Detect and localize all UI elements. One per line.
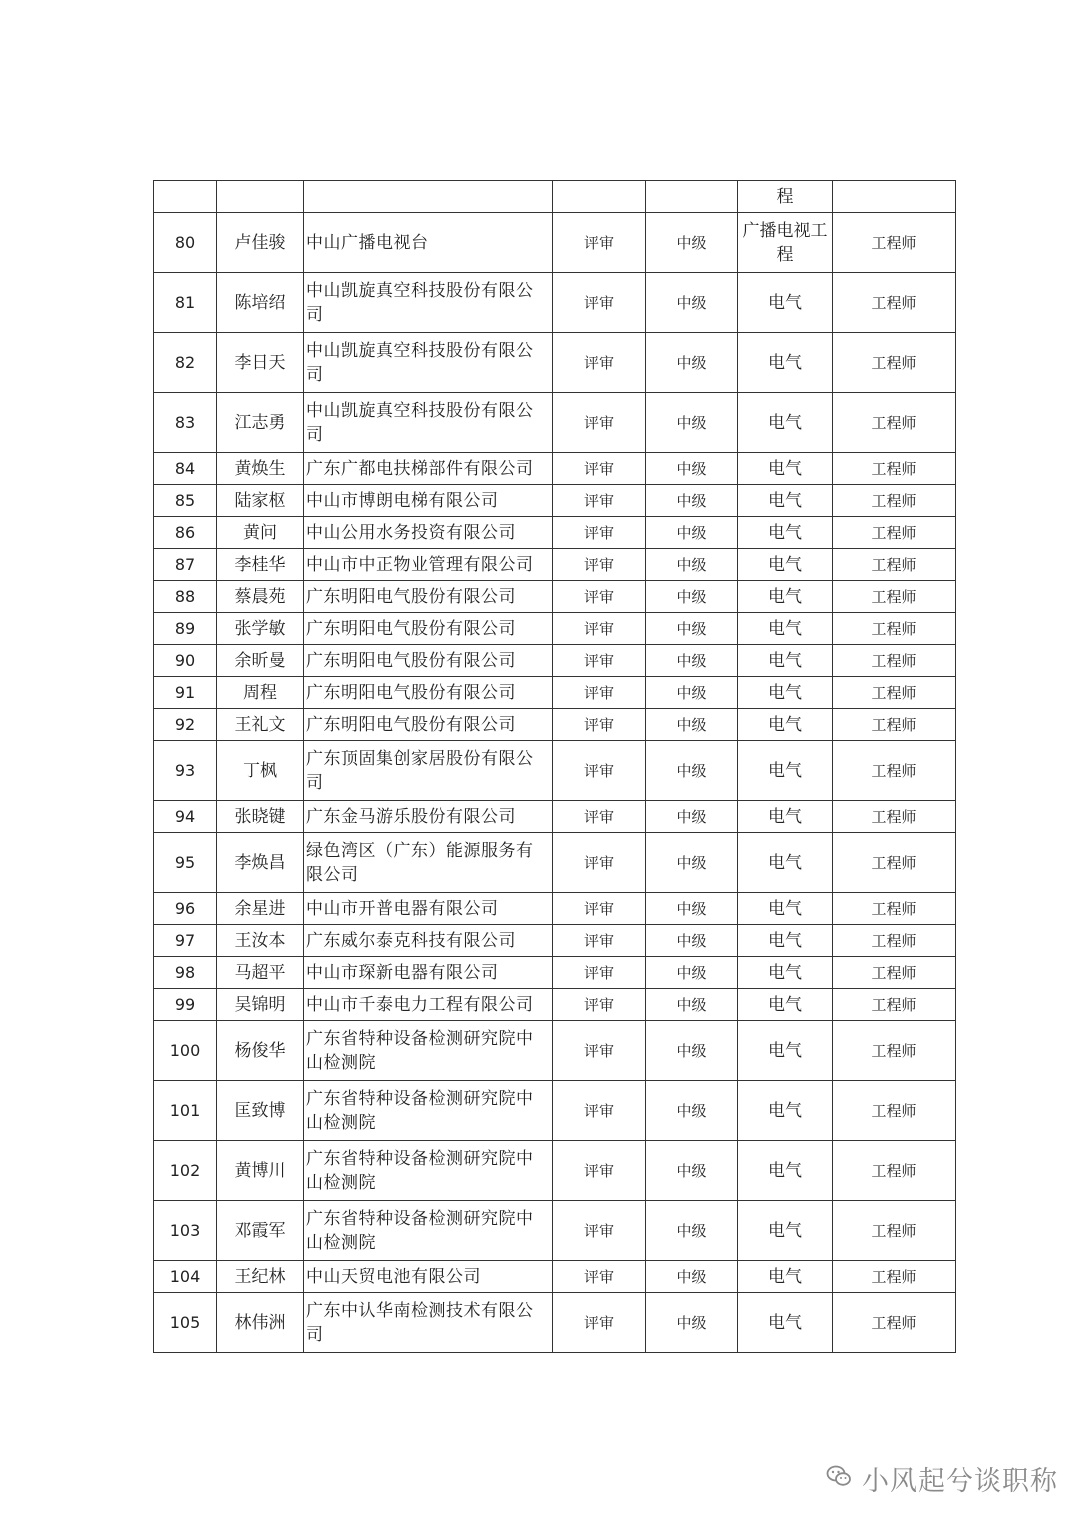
cell-method: 评审: [553, 549, 646, 581]
cell-no: 85: [154, 485, 217, 517]
cell-method: 评审: [553, 677, 646, 709]
cell-major: 电气: [738, 741, 833, 801]
table-row: [154, 801, 956, 833]
cell-no: 84: [154, 453, 217, 485]
cell-major: 电气: [738, 893, 833, 925]
cell-level: 中级: [646, 1021, 738, 1081]
cell-org: 广东中认华南检测技术有限公司: [304, 1293, 553, 1353]
cell-org: 广东省特种设备检测研究院中山检测院: [304, 1021, 553, 1081]
cell-title: 工程师: [833, 677, 956, 709]
cell-title: 工程师: [833, 741, 956, 801]
cell-title: 工程师: [833, 801, 956, 833]
table-row: [154, 581, 956, 613]
cell-level: 中级: [646, 333, 738, 393]
cell-method: 评审: [553, 1021, 646, 1081]
cell-name: 李焕昌: [217, 833, 304, 893]
cell-major: 广播电视工程: [738, 213, 833, 273]
cell-major: 电气: [738, 273, 833, 333]
cell-major: 电气: [738, 1081, 833, 1141]
cell-no: 97: [154, 925, 217, 957]
cell-no: 104: [154, 1261, 217, 1293]
cell-method: 评审: [553, 709, 646, 741]
cell-name: 林伟洲: [217, 1293, 304, 1353]
cell-no: 100: [154, 1021, 217, 1081]
cell-major: 电气: [738, 1021, 833, 1081]
table-row: [154, 709, 956, 741]
cell-major: 电气: [738, 677, 833, 709]
cell-method: 评审: [553, 1081, 646, 1141]
table-row: [154, 453, 956, 485]
cell-level: 中级: [646, 677, 738, 709]
cell-method: 评审: [553, 645, 646, 677]
cell-org: 广东广都电扶梯部件有限公司: [304, 453, 553, 485]
cell-title: 工程师: [833, 1081, 956, 1141]
cell-name: 余昕曼: [217, 645, 304, 677]
cell-major: 程: [738, 181, 833, 213]
cell-name: 丁枫: [217, 741, 304, 801]
cell-name: 李日天: [217, 333, 304, 393]
cell-method: 评审: [553, 1201, 646, 1261]
cell-level: 中级: [646, 1261, 738, 1293]
cell-level: 中级: [646, 989, 738, 1021]
cell-method: 评审: [553, 213, 646, 273]
cell-method: 评审: [553, 741, 646, 801]
cell-method: 评审: [553, 925, 646, 957]
cell-level: 中级: [646, 453, 738, 485]
cell-major: 电气: [738, 1293, 833, 1353]
cell-major: 电气: [738, 485, 833, 517]
cell-method: 评审: [553, 1293, 646, 1353]
cell-method: 评审: [553, 1141, 646, 1201]
watermark-text: 小风起兮谈职称: [862, 1465, 1058, 1497]
cell-name: 李桂华: [217, 549, 304, 581]
cell-org: 广东顶固集创家居股份有限公司: [304, 741, 553, 801]
cell-no: 98: [154, 957, 217, 989]
cell-major: 电气: [738, 957, 833, 989]
cell-level: 中级: [646, 801, 738, 833]
cell-title: 工程师: [833, 1021, 956, 1081]
cell-no: 105: [154, 1293, 217, 1353]
cell-name: 周程: [217, 677, 304, 709]
cell-major: 电气: [738, 581, 833, 613]
cell-level: 中级: [646, 273, 738, 333]
table-row: [154, 273, 956, 333]
cell-method: 评审: [553, 989, 646, 1021]
cell-level: 中级: [646, 213, 738, 273]
table-row: [154, 645, 956, 677]
cell-title: 工程师: [833, 485, 956, 517]
cell-major: 电气: [738, 1141, 833, 1201]
continuation-row: [154, 181, 956, 213]
cell-major: 电气: [738, 925, 833, 957]
cell-title: 工程师: [833, 549, 956, 581]
cell-name: 余星进: [217, 893, 304, 925]
cell-no: 96: [154, 893, 217, 925]
cell-no: 82: [154, 333, 217, 393]
cell-org: 中山市千泰电力工程有限公司: [304, 989, 553, 1021]
cell-name: [217, 181, 304, 213]
table-row: [154, 1261, 956, 1293]
cell-title: 工程师: [833, 925, 956, 957]
cell-method: 评审: [553, 273, 646, 333]
table-row: [154, 1293, 956, 1353]
cell-no: 86: [154, 517, 217, 549]
cell-name: 蔡晨苑: [217, 581, 304, 613]
cell-major: 电气: [738, 1201, 833, 1261]
cell-org: 广东明阳电气股份有限公司: [304, 613, 553, 645]
cell-no: 80: [154, 213, 217, 273]
cell-title: 工程师: [833, 581, 956, 613]
cell-major: 电气: [738, 1261, 833, 1293]
cell-method: 评审: [553, 453, 646, 485]
cell-name: 邓霞军: [217, 1201, 304, 1261]
cell-method: 评审: [553, 581, 646, 613]
cell-org: 中山公用水务投资有限公司: [304, 517, 553, 549]
cell-no: 92: [154, 709, 217, 741]
cell-no: 81: [154, 273, 217, 333]
cell-no: 89: [154, 613, 217, 645]
cell-org: 中山市中正物业管理有限公司: [304, 549, 553, 581]
cell-no: [154, 181, 217, 213]
table-body: [154, 181, 956, 1353]
cell-no: 87: [154, 549, 217, 581]
cell-level: 中级: [646, 613, 738, 645]
cell-name: 陆家枢: [217, 485, 304, 517]
cell-name: 杨俊华: [217, 1021, 304, 1081]
cell-title: 工程师: [833, 1293, 956, 1353]
cell-no: 90: [154, 645, 217, 677]
cell-level: 中级: [646, 1293, 738, 1353]
cell-level: 中级: [646, 1201, 738, 1261]
cell-org: 广东省特种设备检测研究院中山检测院: [304, 1141, 553, 1201]
table-row: [154, 213, 956, 273]
cell-major: 电气: [738, 517, 833, 549]
cell-no: 101: [154, 1081, 217, 1141]
cell-level: 中级: [646, 1081, 738, 1141]
cell-org: 广东威尔泰克科技有限公司: [304, 925, 553, 957]
personnel-table: [153, 180, 956, 1353]
table-row: [154, 549, 956, 581]
table-row: [154, 989, 956, 1021]
cell-method: 评审: [553, 333, 646, 393]
cell-org: 广东省特种设备检测研究院中山检测院: [304, 1201, 553, 1261]
cell-method: 评审: [553, 393, 646, 453]
cell-org: 中山市琛新电器有限公司: [304, 957, 553, 989]
cell-title: 工程师: [833, 517, 956, 549]
cell-org: 广东金马游乐股份有限公司: [304, 801, 553, 833]
cell-title: 工程师: [833, 213, 956, 273]
cell-no: 99: [154, 989, 217, 1021]
cell-name: 马超平: [217, 957, 304, 989]
cell-title: 工程师: [833, 645, 956, 677]
cell-no: 91: [154, 677, 217, 709]
cell-org: [304, 181, 553, 213]
cell-org: 中山广播电视台: [304, 213, 553, 273]
cell-method: 评审: [553, 1261, 646, 1293]
cell-name: 张晓键: [217, 801, 304, 833]
cell-title: 工程师: [833, 453, 956, 485]
cell-name: 卢佳骏: [217, 213, 304, 273]
table-row: [154, 741, 956, 801]
table-row: [154, 1021, 956, 1081]
cell-org: 广东明阳电气股份有限公司: [304, 709, 553, 741]
cell-title: 工程师: [833, 393, 956, 453]
table-row: [154, 613, 956, 645]
cell-method: 评审: [553, 893, 646, 925]
cell-name: 黄问: [217, 517, 304, 549]
table-row: [154, 833, 956, 893]
cell-name: 王汝本: [217, 925, 304, 957]
cell-org: 中山市开普电器有限公司: [304, 893, 553, 925]
table-row: [154, 957, 956, 989]
cell-org: 广东省特种设备检测研究院中山检测院: [304, 1081, 553, 1141]
table-row: [154, 1141, 956, 1201]
cell-level: [646, 181, 738, 213]
cell-no: 103: [154, 1201, 217, 1261]
cell-org: 广东明阳电气股份有限公司: [304, 645, 553, 677]
cell-name: 黄博川: [217, 1141, 304, 1201]
table-row: [154, 485, 956, 517]
table-row: [154, 677, 956, 709]
cell-org: 中山凯旋真空科技股份有限公司: [304, 393, 553, 453]
cell-level: 中级: [646, 549, 738, 581]
cell-method: 评审: [553, 833, 646, 893]
cell-name: 匡致博: [217, 1081, 304, 1141]
cell-major: 电气: [738, 333, 833, 393]
watermark: [826, 1458, 1058, 1498]
cell-major: 电气: [738, 989, 833, 1021]
cell-name: 王纪林: [217, 1261, 304, 1293]
cell-no: 95: [154, 833, 217, 893]
cell-level: 中级: [646, 957, 738, 989]
cell-major: 电气: [738, 393, 833, 453]
cell-title: [833, 181, 956, 213]
cell-name: 江志勇: [217, 393, 304, 453]
cell-method: 评审: [553, 485, 646, 517]
cell-level: 中级: [646, 1141, 738, 1201]
cell-major: 电气: [738, 645, 833, 677]
wechat-icon: [826, 1464, 852, 1492]
cell-level: 中级: [646, 893, 738, 925]
cell-no: 83: [154, 393, 217, 453]
table-row: [154, 893, 956, 925]
cell-no: 88: [154, 581, 217, 613]
cell-method: 评审: [553, 957, 646, 989]
cell-org: 中山凯旋真空科技股份有限公司: [304, 333, 553, 393]
cell-level: 中级: [646, 485, 738, 517]
table-row: [154, 1201, 956, 1261]
cell-major: 电气: [738, 453, 833, 485]
cell-method: [553, 181, 646, 213]
cell-level: 中级: [646, 393, 738, 453]
cell-org: 中山市博朗电梯有限公司: [304, 485, 553, 517]
cell-level: 中级: [646, 517, 738, 549]
cell-title: 工程师: [833, 613, 956, 645]
cell-title: 工程师: [833, 273, 956, 333]
cell-method: 评审: [553, 517, 646, 549]
table-row: [154, 333, 956, 393]
cell-no: 94: [154, 801, 217, 833]
cell-title: 工程师: [833, 333, 956, 393]
cell-title: 工程师: [833, 893, 956, 925]
cell-org: 绿色湾区（广东）能源服务有限公司: [304, 833, 553, 893]
cell-major: 电气: [738, 833, 833, 893]
cell-org: 中山天贸电池有限公司: [304, 1261, 553, 1293]
cell-org: 中山凯旋真空科技股份有限公司: [304, 273, 553, 333]
cell-level: 中级: [646, 833, 738, 893]
cell-no: 102: [154, 1141, 217, 1201]
cell-title: 工程师: [833, 957, 956, 989]
cell-level: 中级: [646, 645, 738, 677]
cell-major: 电气: [738, 549, 833, 581]
cell-level: 中级: [646, 925, 738, 957]
cell-level: 中级: [646, 741, 738, 801]
table-row: [154, 517, 956, 549]
cell-title: 工程师: [833, 989, 956, 1021]
cell-method: 评审: [553, 801, 646, 833]
cell-name: 张学敏: [217, 613, 304, 645]
cell-title: 工程师: [833, 709, 956, 741]
cell-name: 黄焕生: [217, 453, 304, 485]
cell-major: 电气: [738, 709, 833, 741]
cell-org: 广东明阳电气股份有限公司: [304, 677, 553, 709]
cell-title: 工程师: [833, 1261, 956, 1293]
cell-method: 评审: [553, 613, 646, 645]
cell-name: 王礼文: [217, 709, 304, 741]
cell-major: 电气: [738, 801, 833, 833]
cell-title: 工程师: [833, 1201, 956, 1261]
cell-name: 吴锦明: [217, 989, 304, 1021]
cell-name: 陈培绍: [217, 273, 304, 333]
table-row: [154, 393, 956, 453]
cell-no: 93: [154, 741, 217, 801]
cell-major: 电气: [738, 613, 833, 645]
cell-org: 广东明阳电气股份有限公司: [304, 581, 553, 613]
cell-level: 中级: [646, 581, 738, 613]
table-row: [154, 925, 956, 957]
cell-title: 工程师: [833, 1141, 956, 1201]
table-row: [154, 1081, 956, 1141]
cell-title: 工程师: [833, 833, 956, 893]
cell-level: 中级: [646, 709, 738, 741]
